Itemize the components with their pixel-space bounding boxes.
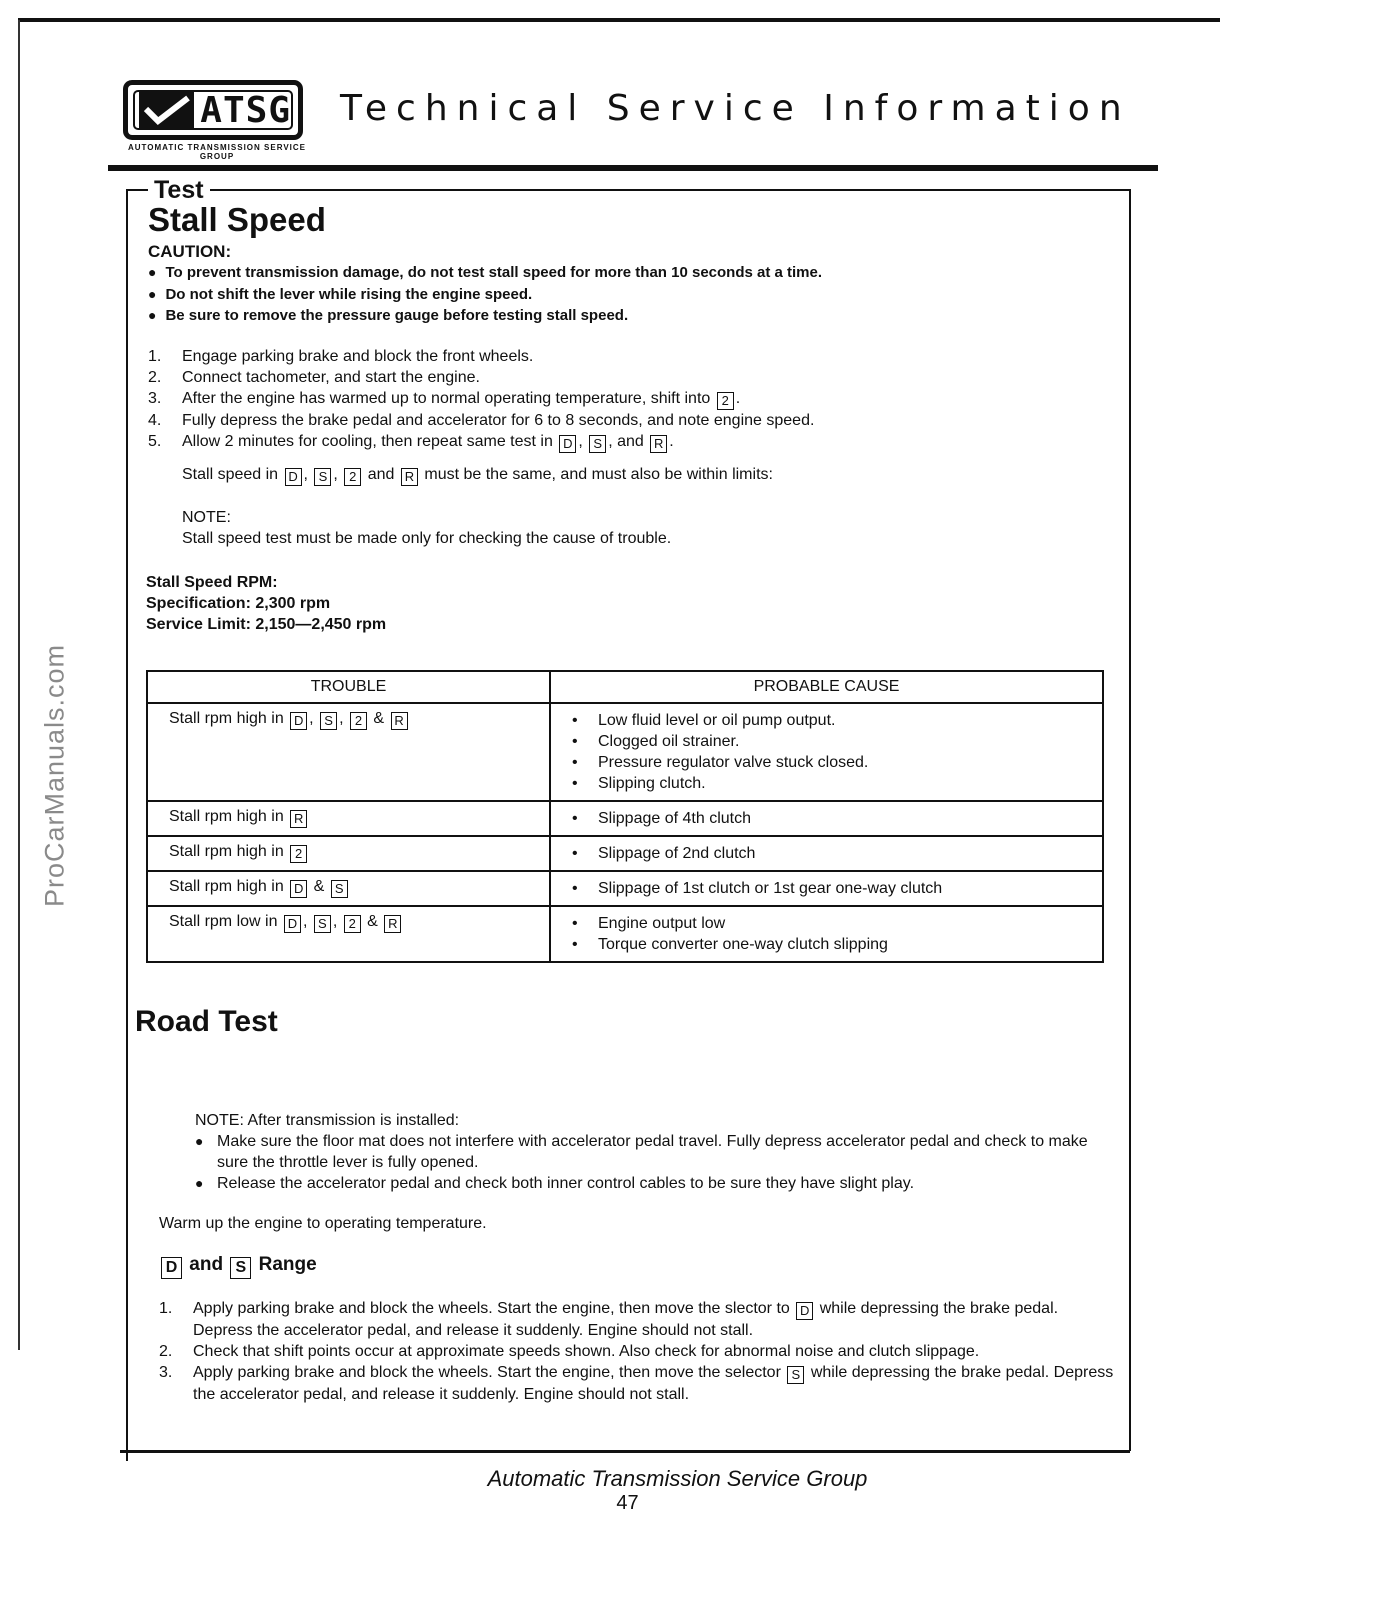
key-2: 2	[344, 915, 361, 933]
cause-cell	[550, 836, 1103, 871]
table-row	[147, 703, 1103, 801]
list-item: • Engine output low	[572, 913, 1092, 934]
key-d: D	[161, 1257, 182, 1279]
top-border	[18, 18, 1220, 22]
caution-item: ● Be sure to remove the pressure gauge before testing stall speed.	[148, 305, 822, 327]
watermark: ProCarManuals.com	[39, 643, 70, 908]
caution-item: ● Do not shift the lever while rising the engine speed.	[148, 284, 822, 306]
table-row	[147, 801, 1103, 836]
page-number: 47	[616, 1492, 639, 1514]
frame-left	[126, 189, 128, 1461]
atsg-logo	[123, 80, 303, 140]
list-item: 4. Fully depress the brake pedal and accelerator for 6 to 8 seconds, and note engine speed.	[148, 412, 815, 429]
list-item: 1. Apply parking brake and block the wheels. Start the engine, then move the slector to D while depressing the brake pedal. Depress the accelerator pedal, and release it suddenly. Engine should not stall.	[159, 1300, 1059, 1339]
logo-subtitle: AUTOMATIC TRANSMISSION SERVICE GROUP	[127, 143, 306, 161]
trouble-cell: Stall rpm high in D , S , 2 & R	[147, 703, 550, 801]
caution-item: ● To prevent transmission damage, do not test stall speed for more than 10 seconds at a time.	[148, 262, 822, 284]
list-item: ● Make sure the floor mat does not interfere with accelerator pedal travel. Fully depress accelerator pedal and check to make sure the throttle lever is fully opened.	[195, 1131, 1120, 1173]
caution-list	[148, 262, 822, 327]
key-r: R	[401, 468, 418, 486]
key-d: D	[285, 468, 302, 486]
cause-cell	[550, 801, 1103, 836]
trouble-cell: Stall rpm high in R	[147, 801, 550, 836]
list-item: • Slipping clutch.	[572, 773, 1092, 794]
list-item: • Low fluid level or oil pump output.	[572, 710, 1092, 731]
key-r: R	[650, 435, 667, 453]
list-item: 3. After the engine has warmed up to normal operating temperature, shift into 2 .	[148, 390, 741, 408]
warm-up-text: Warm up the engine to operating temperature.	[159, 1215, 487, 1232]
page-title: Technical Service Information	[340, 88, 1131, 129]
table-header-row	[147, 671, 1103, 703]
range-heading: D and S Range	[159, 1254, 317, 1279]
section-tag: Test	[148, 176, 210, 205]
list-item: • Torque converter one-way clutch slipping	[572, 934, 1092, 955]
left-border	[18, 20, 20, 1350]
road-steps	[159, 1298, 1121, 1405]
trouble-table	[146, 670, 1104, 963]
column-header-cause: PROBABLE CAUSE	[550, 671, 1103, 703]
key-d: D	[290, 880, 307, 898]
trouble-cell: Stall rpm high in 2	[147, 836, 550, 871]
stall-same-text: Stall speed in D , S , 2 and R must be the same, and must also be within limits:	[182, 466, 773, 484]
key-2: 2	[350, 712, 367, 730]
key-s: S	[589, 435, 606, 453]
section-title-road-test: Road Test	[135, 1005, 278, 1038]
key-s: S	[314, 468, 331, 486]
frame-bottom	[120, 1450, 1130, 1453]
list-item: • Pressure regulator valve stuck closed.	[572, 752, 1092, 773]
footer-org: Automatic Transmission Service Group	[487, 1466, 868, 1491]
spec-label: Stall Speed RPM:	[146, 574, 278, 591]
frame-right	[1129, 189, 1131, 1451]
key-d: D	[284, 915, 301, 933]
key-2: 2	[290, 845, 307, 863]
key-d: D	[559, 435, 576, 453]
note-label: NOTE:	[182, 509, 231, 526]
cause-cell	[550, 871, 1103, 906]
note-text: Stall speed test must be made only for checking the cause of trouble.	[182, 530, 672, 547]
key-r: R	[290, 810, 307, 828]
key-2: 2	[717, 392, 734, 410]
spec-value: Specification: 2,300 rpm	[146, 595, 331, 612]
logo-text: ATSG	[200, 89, 291, 131]
list-item: 5. Allow 2 minutes for cooling, then repeat same test in D , S , and R .	[148, 433, 674, 451]
cause-cell	[550, 906, 1103, 962]
list-item: 2. Connect tachometer, and start the engine.	[148, 369, 480, 386]
service-limit: Service Limit: 2,150—2,450 rpm	[146, 616, 387, 633]
table-row	[147, 836, 1103, 871]
list-item: 3. Apply parking brake and block the wheels. Start the engine, then move the selector S while depressing the brake pedal. Depress the accelerator pedal, and release it suddenly. Engine should not stall.	[159, 1364, 1114, 1403]
trouble-cell: Stall rpm low in D , S , 2 & R	[147, 906, 550, 962]
caution-label: CAUTION:	[148, 242, 232, 261]
key-r: R	[384, 915, 401, 933]
header-rule	[108, 165, 1158, 171]
key-s: S	[320, 712, 337, 730]
list-item: 1. Engage parking brake and block the front wheels.	[148, 348, 534, 365]
road-note	[195, 1110, 1120, 1194]
list-item: ● Release the accelerator pedal and check both inner control cables to be sure they have slight play.	[195, 1173, 1120, 1194]
list-item: • Slippage of 4th clutch	[572, 808, 1092, 829]
list-item: • Slippage of 1st clutch or 1st gear one-way clutch	[572, 878, 1092, 899]
key-2: 2	[344, 468, 361, 486]
key-s: S	[230, 1257, 251, 1279]
key-s: S	[314, 915, 331, 933]
key-s: S	[787, 1366, 804, 1384]
list-item: • Clogged oil strainer.	[572, 731, 1092, 752]
frame-top	[126, 189, 1131, 191]
road-note-label: NOTE: After transmission is installed:	[195, 1112, 460, 1129]
stall-spec	[146, 572, 386, 635]
column-header-trouble: TROUBLE	[147, 671, 550, 703]
trouble-cell: Stall rpm high in D & S	[147, 871, 550, 906]
stall-steps	[148, 346, 814, 453]
list-item: • Slippage of 2nd clutch	[572, 843, 1092, 864]
key-r: R	[391, 712, 408, 730]
key-d: D	[796, 1302, 813, 1320]
key-d: D	[290, 712, 307, 730]
cause-cell	[550, 703, 1103, 801]
table-row	[147, 906, 1103, 962]
key-s: S	[331, 880, 348, 898]
section-title-stall-speed: Stall Speed	[148, 201, 326, 238]
table-row	[147, 871, 1103, 906]
checkmark-icon	[139, 91, 194, 129]
list-item: 2. Check that shift points occur at approximate speeds shown. Also check for abnormal noise and clutch slippage.	[159, 1343, 980, 1360]
